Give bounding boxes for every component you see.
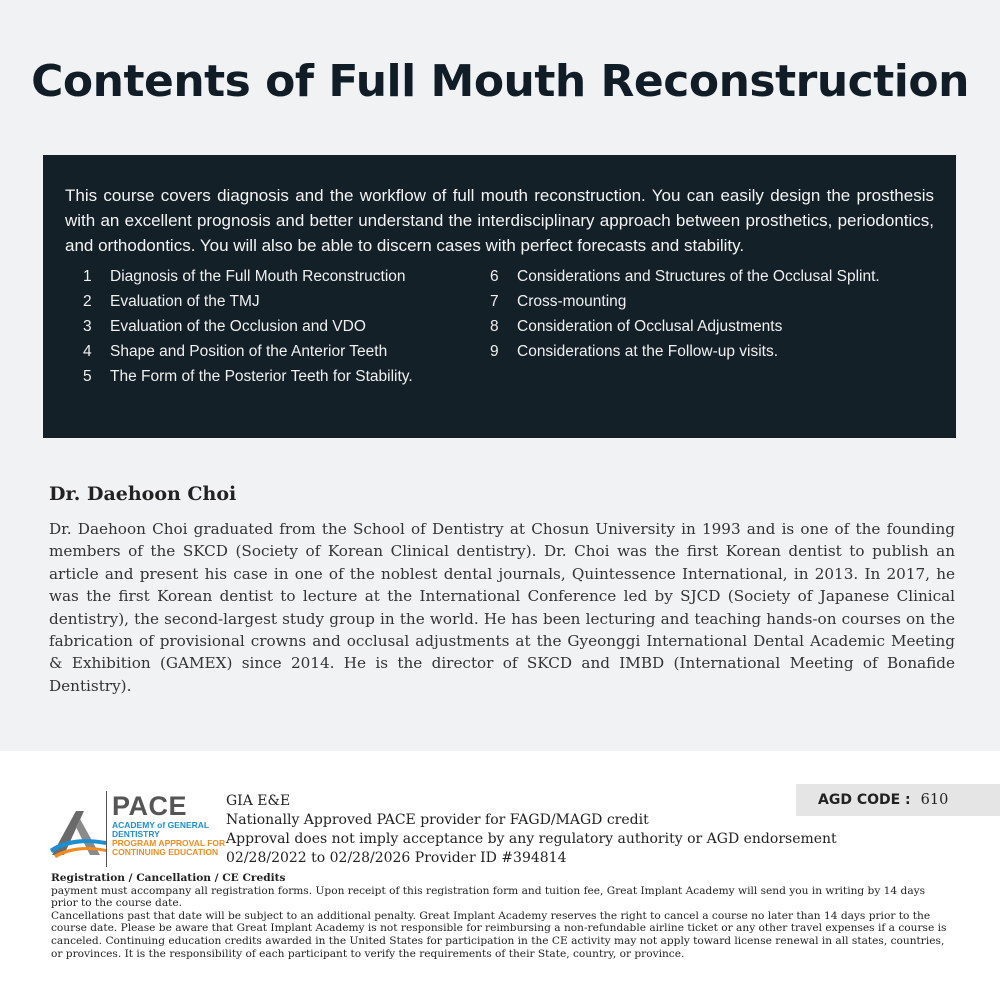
item-label: Cross-mounting: [517, 293, 627, 310]
item-label: Evaluation of the Occlusion and VDO: [110, 318, 366, 335]
item-number: 6: [490, 268, 499, 285]
logo-pace-text: PACE: [112, 791, 188, 821]
logo-academy-text: ACADEMY of GENERAL DENTISTRY: [112, 820, 209, 839]
contents-list-left: [65, 264, 490, 389]
item-number: 1: [83, 268, 92, 285]
item-label: Considerations at the Follow-up visits.: [517, 343, 779, 360]
item-number: 4: [83, 343, 92, 360]
item-number: 5: [83, 368, 92, 385]
item-number: 3: [83, 318, 92, 335]
item-label: Evaluation of the TMJ: [110, 293, 260, 310]
provider-line: Nationally Approved PACE provider for FAGD/MAGD credit: [226, 812, 649, 828]
author-bio: Dr. Daehoon Choi graduated from the School of Dentistry at Chosun University in 1993 and is one of the founding members of the SKCD (Society of Korean Clinical dentistry). Dr. Choi was the first Korean dentist to publish an article and present his case in one of the noblest dental journals, Quintessence International, in 2013. In 2017, he was the first Korean dentist to lecture at the International Conference led by SJCD (Society of Japanese Clinical dentistry), the second-largest study group in the world. He has been lecturing and teaching hands-on courses on the fabrication of provisional crowns and occlusal adjustments at the Gyeonggi International Dental Academic Meeting & Exhibition (GAMEX) since 2014. He is the director of SKCD and IMBD (International Meeting of Bonafide Dentistry).: [49, 520, 955, 695]
logo-divider: [106, 791, 107, 867]
contents-lists: [65, 264, 934, 389]
contents-list-right: [490, 264, 880, 389]
pace-logo: [50, 791, 225, 871]
provider-info: [226, 792, 837, 868]
agd-code-value: 610: [920, 792, 949, 808]
list-item: [490, 314, 880, 339]
list-item: [490, 339, 880, 364]
agd-code-label: AGD CODE :: [818, 792, 911, 808]
registration-text: payment must accompany all registration forms. Upon receipt of this registration form and tuition fee, Great Implant Academy will send you in writing by 14 days prior to the course date.: [51, 884, 926, 910]
list-item: [83, 314, 490, 339]
course-contents-box: [43, 155, 956, 438]
logo-program-text: PROGRAM APPROVAL FOR CONTINUING EDUCATION: [112, 838, 226, 857]
list-item: [83, 264, 490, 289]
item-number: 7: [490, 293, 499, 310]
item-label: Consideration of Occlusal Adjustments: [517, 318, 783, 335]
registration-heading: Registration / Cancellation / CE Credits: [51, 872, 286, 884]
footer: [0, 751, 1000, 1000]
item-label: Diagnosis of the Full Mouth Reconstruction: [110, 268, 406, 285]
author-name: Dr. Daehoon Choi: [49, 483, 237, 505]
provider-line: Approval does not imply acceptance by any regulatory authority or AGD endorsement: [226, 831, 837, 847]
item-number: 9: [490, 343, 499, 360]
item-number: 2: [83, 293, 92, 310]
agd-code-badge: [796, 784, 1000, 816]
list-item: [83, 289, 490, 314]
page-title: Contents of Full Mouth Reconstruction: [31, 56, 969, 107]
list-item: [83, 364, 490, 389]
item-number: 8: [490, 318, 499, 335]
agd-a-logo-icon: [50, 805, 106, 861]
list-item: [83, 339, 490, 364]
provider-line: 02/28/2022 to 02/28/2026 Provider ID #394814: [226, 850, 567, 866]
item-label: Shape and Position of the Anterior Teeth: [110, 343, 388, 360]
registration-policy: [51, 872, 951, 960]
item-label: Considerations and Structures of the Occlusal Splint.: [517, 268, 880, 285]
provider-line: GIA E&E: [226, 793, 291, 809]
cancellation-text: Cancellations past that date will be subject to an additional penalty. Great Implant Academy reserves the right to cancel a course no later than 14 days prior to the course date. Please be aware that Great Implant Academy is not responsible for reimbursing a non-refundable airline ticket or any other travel expenses if a course is canceled. Continuing education credits awarded in the United States for participation in the CE activity may not apply toward license renewal in all states, countries, or provinces. It is the responsibility of each participant to verify the requirements of their State, country, or province.: [51, 909, 947, 960]
course-intro: This course covers diagnosis and the workflow of full mouth reconstruction. You can easily design the prosthesis with an excellent prognosis and better understand the interdisciplinary approach between prosthetics, periodontics, and orthodontics. You will also be able to discern cases with perfect forecasts and stability.: [65, 186, 934, 255]
list-item: [490, 289, 880, 314]
list-item: [490, 264, 880, 289]
item-label: The Form of the Posterior Teeth for Stability.: [110, 368, 413, 385]
